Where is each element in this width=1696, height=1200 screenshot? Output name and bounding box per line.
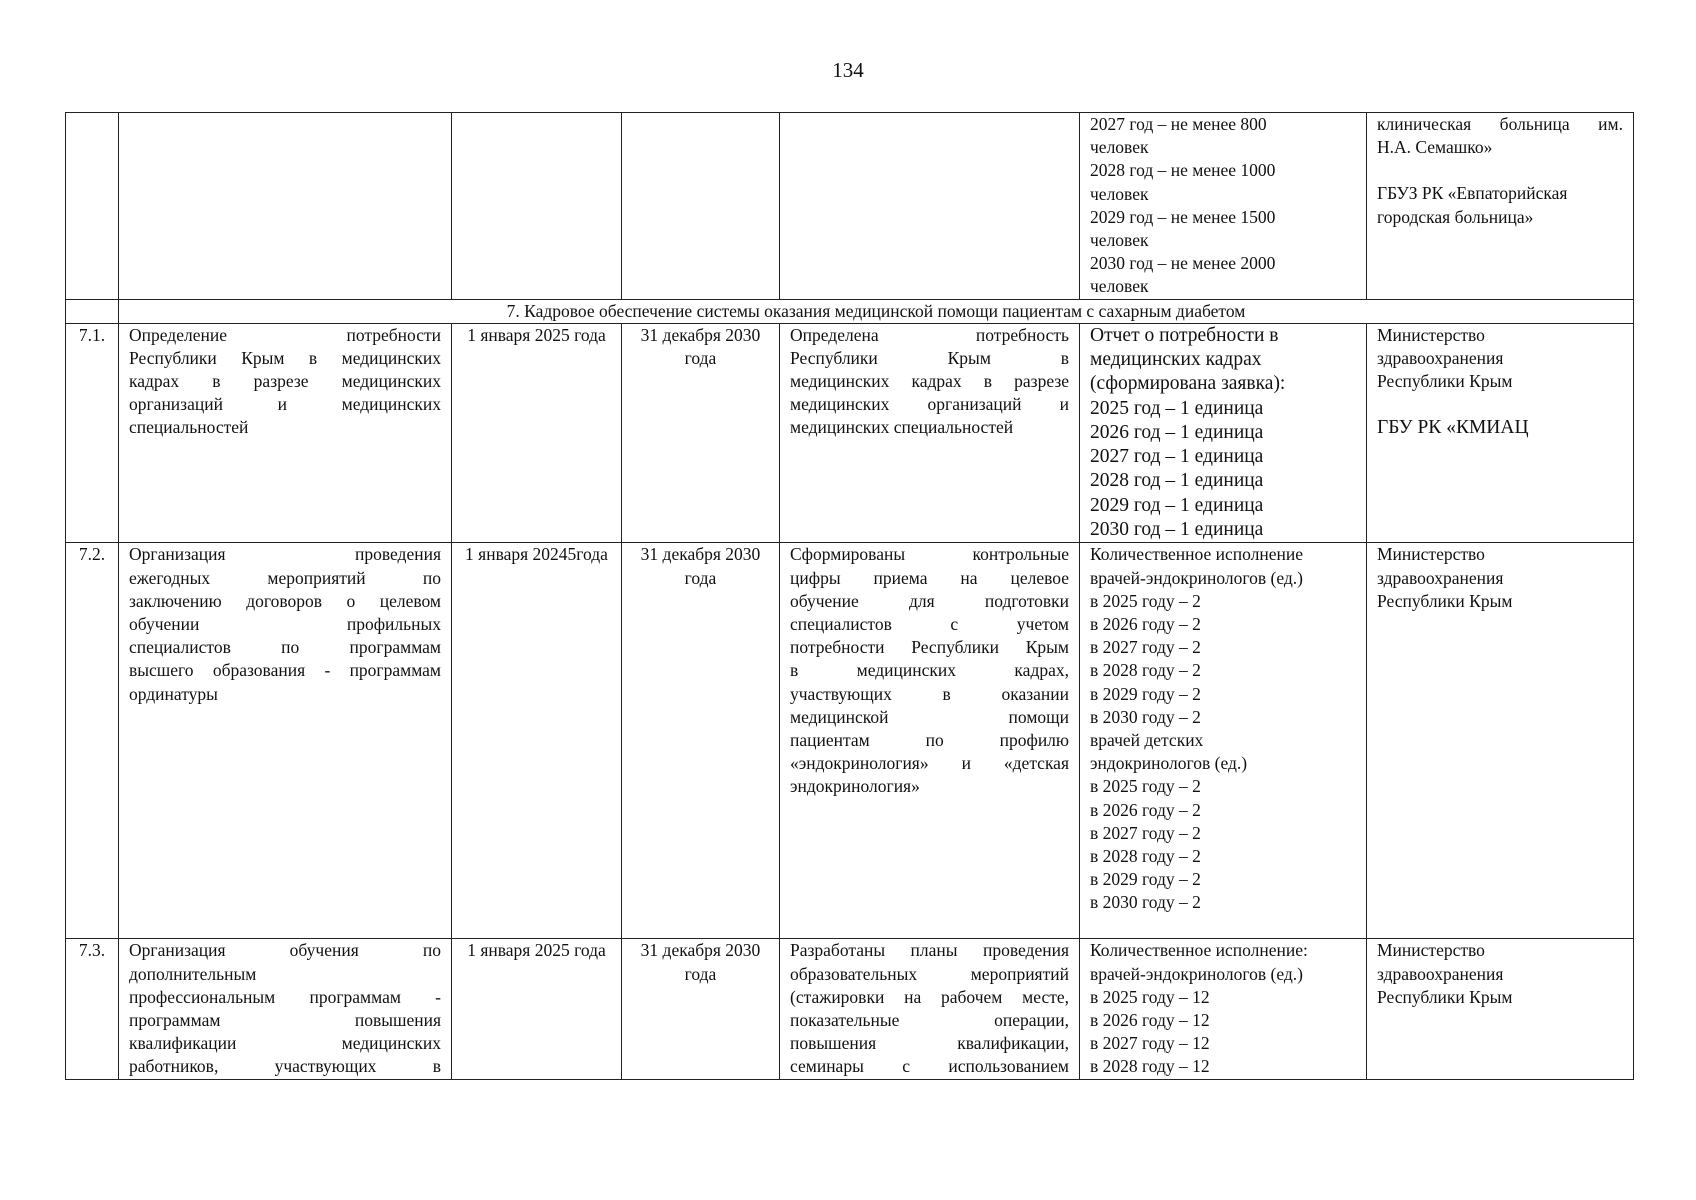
cell-activity bbox=[119, 323, 452, 543]
text-line: ГБУ РК «КМИАЦ bbox=[1377, 417, 1529, 439]
text-line: Определение потребности bbox=[129, 324, 441, 345]
text-line: медицинской помощи bbox=[790, 706, 1069, 727]
text-line: в 2025 году – 2 bbox=[1090, 776, 1201, 797]
cell-activity bbox=[119, 543, 452, 939]
text-line: квалификации медицинских bbox=[129, 1033, 441, 1054]
text-line: 2029 год – 1 единица bbox=[1090, 494, 1264, 516]
text-line: 2029 год – не менее 1500 bbox=[1090, 206, 1276, 227]
text-line: «эндокринология» и «детская bbox=[790, 753, 1069, 774]
text-line: здравоохранения bbox=[1377, 567, 1504, 588]
activity-plan-table bbox=[65, 112, 1634, 1080]
text-line: 2030 год – 1 единица bbox=[1090, 519, 1264, 540]
text-line: 2030 год – не менее 2000 bbox=[1090, 253, 1276, 274]
text-line: пациентам по профилю bbox=[790, 729, 1069, 750]
text-line: в 2029 году – 2 bbox=[1090, 683, 1201, 704]
text-line: обучение для подготовки bbox=[790, 590, 1069, 611]
text-line: 2028 год – 1 единица bbox=[1090, 470, 1264, 492]
text-line: специальностей bbox=[129, 417, 249, 438]
text-line: ординатуры bbox=[129, 683, 218, 704]
text-line: Количественное исполнение: bbox=[1090, 940, 1308, 961]
text-line: образовательных мероприятий bbox=[790, 963, 1069, 984]
text-line: участвующих в оказании bbox=[790, 683, 1069, 704]
text-line: работников, участвующих в bbox=[129, 1056, 441, 1077]
text-line: Республики Крым bbox=[1377, 371, 1513, 392]
cell-result bbox=[780, 939, 1080, 1079]
cell-start: 1 января 2025 года bbox=[452, 323, 622, 543]
text-line: медицинских кадрах bbox=[1090, 348, 1262, 370]
text-line: организаций и медицинских bbox=[129, 394, 441, 415]
text-line: в 2027 году – 12 bbox=[1090, 1033, 1210, 1054]
table-row bbox=[66, 939, 1634, 1079]
text-line: Количественное исполнение bbox=[1090, 544, 1303, 565]
text-line: человек bbox=[1090, 230, 1149, 251]
text-line: Организация обучения по bbox=[129, 940, 441, 961]
text-line: дополнительным bbox=[129, 963, 257, 984]
text-line: Организация проведения bbox=[129, 544, 441, 565]
line-gap bbox=[1377, 393, 1623, 416]
cell-start: 1 января 20245года bbox=[452, 543, 622, 939]
cell-responsible bbox=[1367, 543, 1634, 939]
cell-activity bbox=[119, 113, 452, 300]
text-line: городская больница» bbox=[1377, 206, 1534, 227]
cell-end: 31 декабря 2030 года bbox=[622, 543, 780, 939]
text-line: заключению договоров о целевом bbox=[129, 590, 441, 611]
cell-indicator bbox=[1080, 113, 1367, 300]
text-line: Республики Крым bbox=[1377, 590, 1513, 611]
text-line: в 2025 году – 2 bbox=[1090, 590, 1201, 611]
cell-responsible bbox=[1367, 939, 1634, 1079]
cell-responsible bbox=[1367, 113, 1634, 300]
text-line: в 2030 году – 2 bbox=[1090, 706, 1201, 727]
text-line: высшего образования - программам bbox=[129, 660, 441, 681]
text-line: Отчет о потребности в bbox=[1090, 324, 1279, 346]
text-line: в 2030 году – 2 bbox=[1090, 892, 1201, 913]
text-line: человек bbox=[1090, 137, 1149, 158]
line-gap bbox=[1377, 159, 1623, 182]
cell-indicator bbox=[1080, 543, 1367, 939]
text-line: врачей-эндокринологов (ед.) bbox=[1090, 567, 1303, 588]
text-line: потребности Республики Крым bbox=[790, 637, 1069, 658]
text-line: Сформированы контрольные bbox=[790, 544, 1069, 565]
cell-activity bbox=[119, 939, 452, 1079]
text-line: медицинских организаций и bbox=[790, 394, 1069, 415]
text-line: здравоохранения bbox=[1377, 963, 1504, 984]
text-line: в 2028 году – 2 bbox=[1090, 660, 1201, 681]
text-line: 2026 год – 1 единица bbox=[1090, 421, 1264, 443]
text-line: эндокринология» bbox=[790, 776, 920, 797]
continuation-row bbox=[66, 113, 1634, 300]
text-line: в 2027 году – 2 bbox=[1090, 637, 1201, 658]
text-line: обучении профильных bbox=[129, 613, 441, 634]
text-line: Республики Крым в медицинских bbox=[129, 347, 441, 368]
text-line: Министерство bbox=[1377, 544, 1485, 565]
text-line: врачей детских bbox=[1090, 729, 1204, 750]
text-line: кадрах в разрезе медицинских bbox=[129, 371, 441, 392]
cell-num bbox=[66, 113, 119, 300]
text-line: человек bbox=[1090, 276, 1149, 297]
text-line: ежегодных мероприятий по bbox=[129, 567, 441, 588]
cell-indicator bbox=[1080, 323, 1367, 543]
text-line: 2027 год – не менее 800 bbox=[1090, 114, 1267, 134]
text-line: повышения квалификации, bbox=[790, 1033, 1069, 1054]
text-line: в 2026 году – 12 bbox=[1090, 1009, 1210, 1030]
table-row bbox=[66, 323, 1634, 543]
text-line: медицинских кадрах в разрезе bbox=[790, 371, 1069, 392]
text-line: Республики Крым в bbox=[790, 347, 1069, 368]
text-line: здравоохранения bbox=[1377, 347, 1504, 368]
text-line: в 2027 году – 2 bbox=[1090, 822, 1201, 843]
text-line: специалистов по программам bbox=[129, 637, 441, 658]
cell-start bbox=[452, 113, 622, 300]
text-line: в 2026 году – 2 bbox=[1090, 613, 1201, 634]
text-line: медицинских специальностей bbox=[790, 417, 1014, 438]
cell-result bbox=[780, 113, 1080, 300]
text-line: в 2029 году – 2 bbox=[1090, 869, 1201, 890]
section-title: 7. Кадровое обеспечение системы оказания медицинской помощи пациентам с сахарным диабетом bbox=[119, 299, 1634, 323]
cell-result bbox=[780, 323, 1080, 543]
text-line: Разработаны планы проведения bbox=[790, 940, 1069, 961]
cell-end: 31 декабря 2030 года bbox=[622, 939, 780, 1079]
text-line: клиническая больница им. bbox=[1377, 114, 1623, 134]
text-line: в 2026 году – 2 bbox=[1090, 799, 1201, 820]
cell-responsible bbox=[1367, 323, 1634, 543]
text-line: (сформирована заявка): bbox=[1090, 373, 1286, 395]
text-line: (стажировки на рабочем месте, bbox=[790, 986, 1069, 1007]
text-line: семинары с использованием bbox=[790, 1056, 1069, 1077]
text-line: цифры приема на целевое bbox=[790, 567, 1069, 588]
row-number: 7.2. bbox=[66, 543, 119, 939]
text-line: Министерство bbox=[1377, 940, 1485, 961]
text-line: 2027 год – 1 единица bbox=[1090, 446, 1264, 468]
text-line: Определена потребность bbox=[790, 324, 1069, 345]
text-line: программам повышения bbox=[129, 1009, 441, 1030]
cell-end: 31 декабря 2030 года bbox=[622, 323, 780, 543]
text-line: 2028 год – не менее 1000 bbox=[1090, 160, 1276, 181]
text-line: Н.А. Семашко» bbox=[1377, 137, 1493, 158]
text-line: в медицинских кадрах, bbox=[790, 660, 1069, 681]
text-line: в 2025 году – 12 bbox=[1090, 986, 1210, 1007]
text-line: специалистов с учетом bbox=[790, 613, 1069, 634]
cell-start: 1 января 2025 года bbox=[452, 939, 622, 1079]
row-number: 7.1. bbox=[66, 323, 119, 543]
row-number: 7.3. bbox=[66, 939, 119, 1079]
text-line: в 2028 году – 2 bbox=[1090, 845, 1201, 866]
text-line: человек bbox=[1090, 183, 1149, 204]
text-line: Республики Крым bbox=[1377, 986, 1513, 1007]
section-row bbox=[66, 299, 1634, 323]
text-line: профессиональным программам - bbox=[129, 986, 441, 1007]
text-line: показательные операции, bbox=[790, 1009, 1069, 1030]
table-row bbox=[66, 543, 1634, 939]
cell-indicator bbox=[1080, 939, 1367, 1079]
cell-result bbox=[780, 543, 1080, 939]
text-line: эндокринологов (ед.) bbox=[1090, 753, 1248, 774]
text-line: Министерство bbox=[1377, 324, 1485, 345]
text-line: в 2028 году – 12 bbox=[1090, 1056, 1210, 1077]
text-line: ГБУЗ РК «Евпаторийская bbox=[1377, 183, 1568, 204]
text-line: врачей-эндокринологов (ед.) bbox=[1090, 963, 1303, 984]
page-number: 134 bbox=[832, 58, 864, 82]
text-line: 2025 год – 1 единица bbox=[1090, 397, 1264, 419]
cell-end bbox=[622, 113, 780, 300]
